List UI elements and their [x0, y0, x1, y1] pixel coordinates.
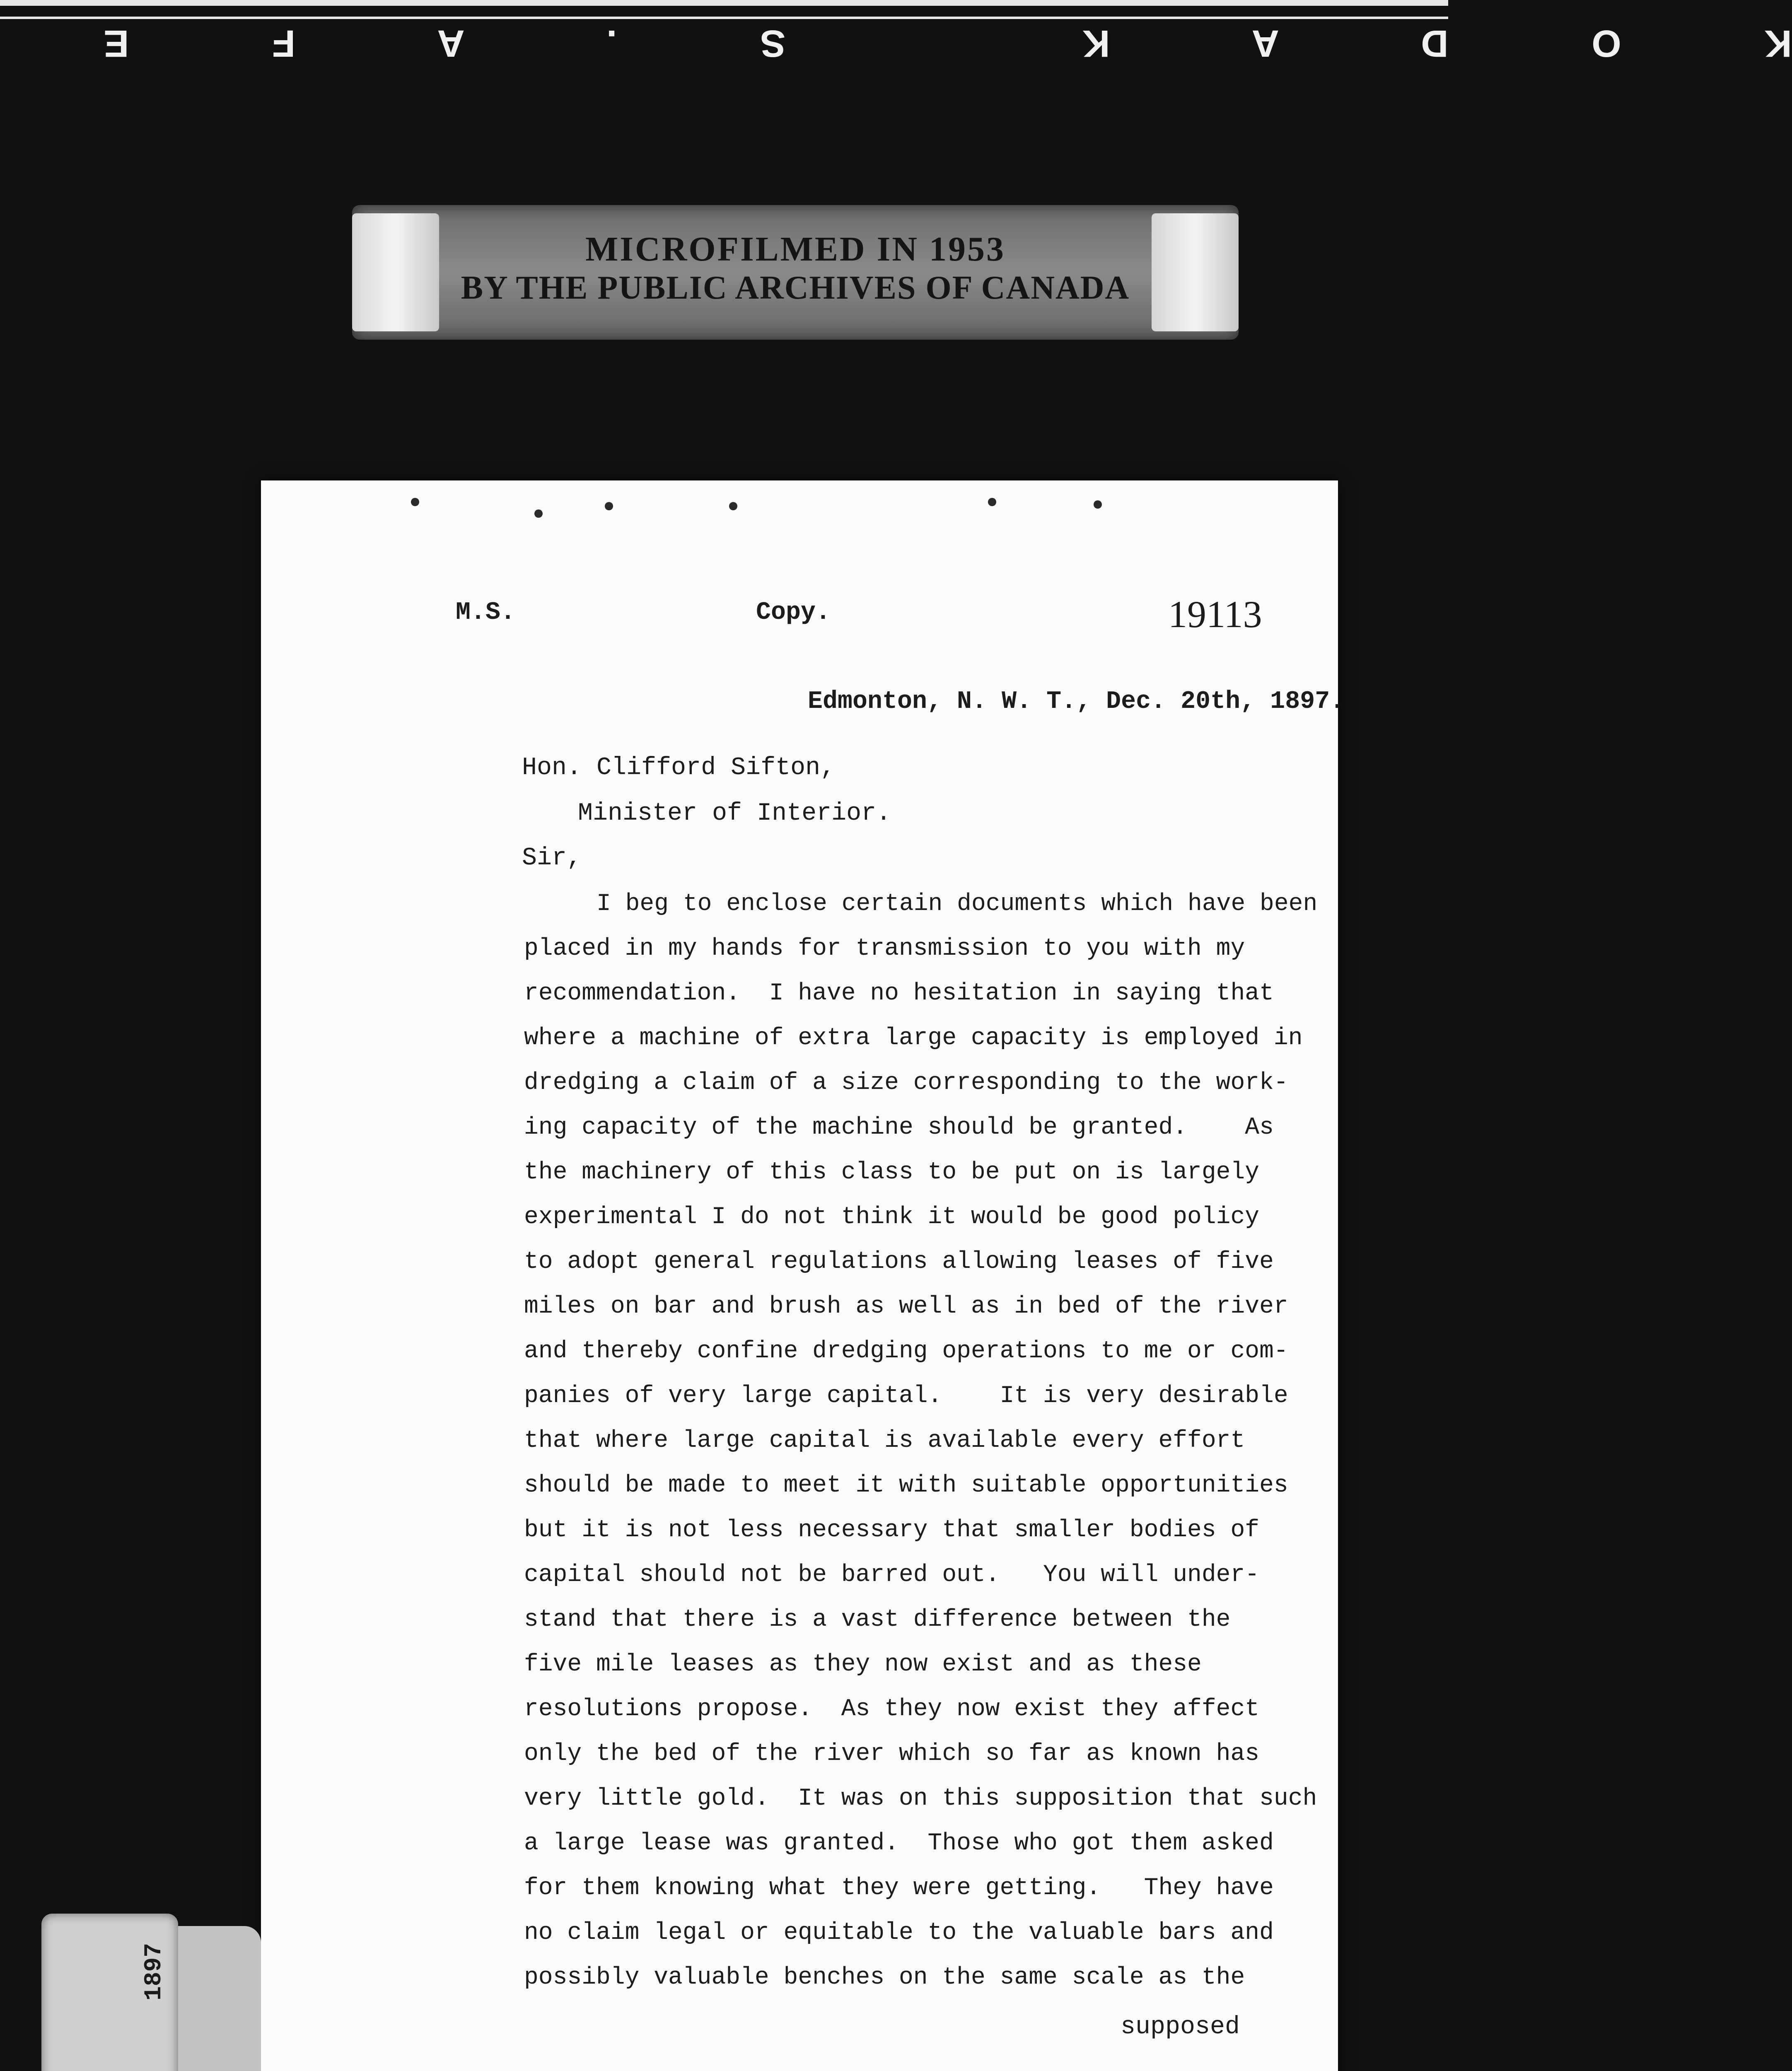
body-line: for them knowing what they were getting. They have: [524, 1875, 1274, 1902]
body-line: and thereby confine dredging operations to me or com-: [524, 1338, 1288, 1365]
body-line: miles on bar and brush as well as in bed of the river: [524, 1293, 1288, 1320]
banner-line-1: MICROFILMED IN 1953: [585, 230, 1005, 268]
body-line: recommendation. I have no hesitation in saying that: [524, 980, 1274, 1007]
body-line: experimental I do not think it would be good policy: [524, 1204, 1260, 1231]
film-top-border-thin: [0, 17, 1448, 19]
binding-hole-mark: [534, 509, 543, 518]
body-line: possibly valuable benches on the same scale as the: [524, 1964, 1245, 1991]
body-line: where a machine of extra large capacity is employed in: [524, 1025, 1303, 1052]
archive-number: 19113: [1168, 593, 1262, 635]
body-line: no claim legal or equitable to the valuable bars and: [524, 1919, 1274, 1946]
document-reference: M.S.: [456, 599, 516, 627]
body-line: five mile leases as they now exist and as these: [524, 1651, 1202, 1678]
body-line: stand that there is a vast difference between the: [524, 1606, 1231, 1633]
salutation: Sir,: [522, 844, 582, 872]
recipient-name: Hon. Clifford Sifton,: [522, 754, 836, 782]
reel-side-label: [41, 1914, 178, 2071]
dateline: Edmonton, N. W. T., Dec. 20th, 1897.: [808, 688, 1345, 716]
film-top-border: [0, 0, 1448, 6]
body-line: ing capacity of the machine should be granted. As: [524, 1114, 1274, 1141]
body-line: the machinery of this class to be put on is largely: [524, 1159, 1260, 1186]
binding-hole-mark: [605, 502, 613, 510]
body-line: capital should not be barred out. You will under-: [524, 1562, 1260, 1588]
binding-hole-mark: [411, 498, 419, 506]
binding-hole-mark: [729, 502, 737, 510]
letter-page: [261, 480, 1345, 2071]
recipient-title: Minister of Interior.: [578, 799, 891, 828]
copy-label: Copy.: [756, 599, 831, 627]
body-line: placed in my hands for transmission to you with my: [524, 935, 1245, 962]
body-line: very little gold. It was on this supposition that such: [524, 1785, 1317, 1812]
microfilm-archive-banner: [352, 205, 1239, 340]
body-line: I beg to enclose certain documents which have been: [597, 891, 1318, 917]
body-line: dredging a claim of a size corresponding to the work-: [524, 1069, 1288, 1096]
body-line: panies of very large capital. It is very desirable: [524, 1383, 1288, 1410]
binding-hole-mark: [1094, 500, 1102, 509]
side-label-year: 1897: [141, 1943, 168, 2001]
body-line: only the bed of the river which so far as known has: [524, 1740, 1260, 1767]
binding-hole-mark: [988, 498, 996, 506]
banner-line-2: BY THE PUBLIC ARCHIVES OF CANADA: [461, 270, 1130, 306]
body-line: resolutions propose. As they now exist they affect: [524, 1696, 1260, 1723]
catchword: supposed: [1121, 2013, 1240, 2041]
body-line: to adopt general regulations allowing leases of five: [524, 1248, 1274, 1275]
body-line: that where large capital is available every effort: [524, 1427, 1245, 1454]
body-line: but it is not less necessary that smaller bodies of: [524, 1517, 1260, 1544]
body-line: a large lease was granted. Those who got them asked: [524, 1830, 1274, 1857]
film-edge-imprint: K O D A K S . A F E: [37, 22, 1792, 65]
body-line: should be made to meet it with suitable opportunities: [524, 1472, 1288, 1499]
